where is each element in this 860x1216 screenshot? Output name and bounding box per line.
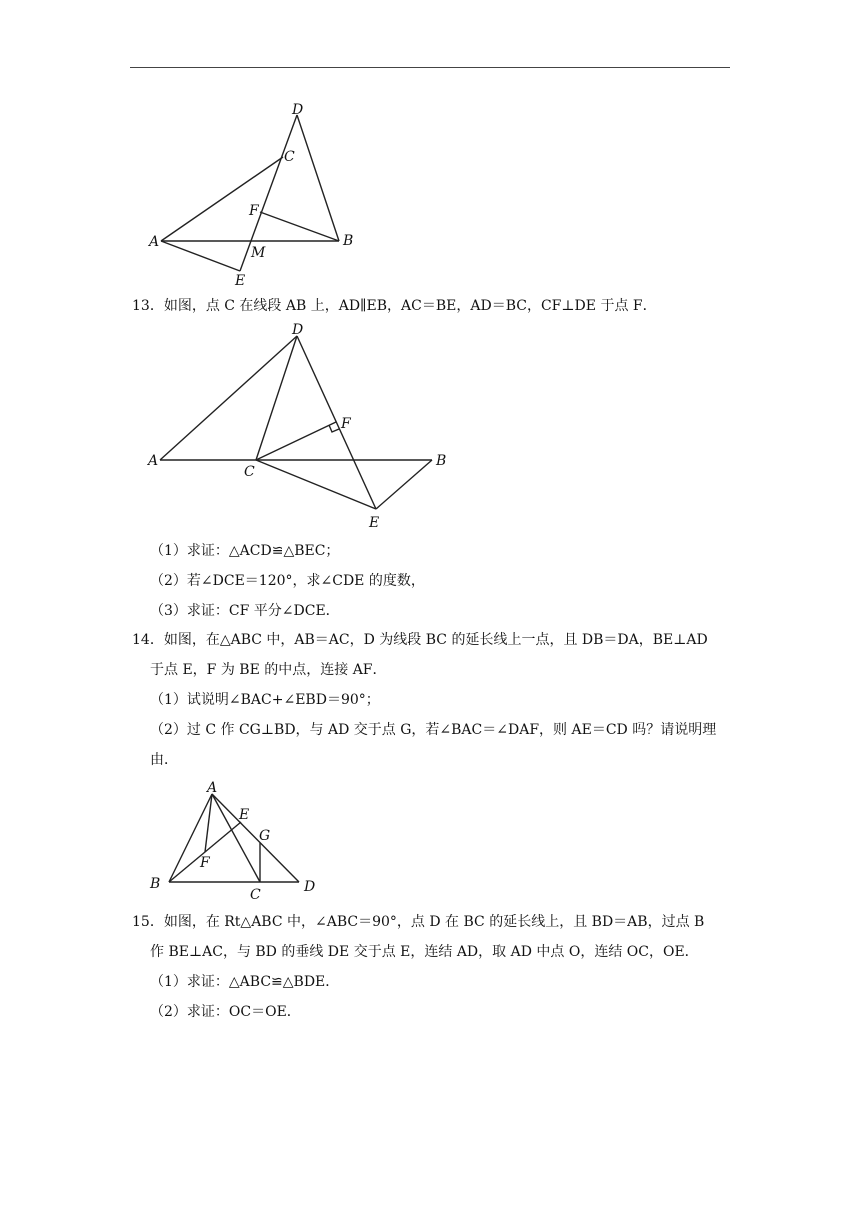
fig13-segment-BE bbox=[376, 460, 432, 509]
fig12-segment-FB bbox=[260, 212, 339, 241]
fig14-label-D: D bbox=[304, 879, 316, 895]
fig13-label-C: C bbox=[244, 464, 255, 480]
q14-sub2-line2: 由． bbox=[150, 752, 178, 768]
fig14-label-A: A bbox=[207, 780, 218, 796]
q13-sub2: （2）若∠DCE＝120°，求∠CDE 的度数， bbox=[150, 573, 425, 589]
fig14-segment-AD bbox=[212, 794, 299, 882]
fig12-segment-DB bbox=[297, 115, 339, 241]
fig13-label-F: F bbox=[341, 416, 351, 432]
fig12-label-M: M bbox=[251, 245, 266, 261]
figure-q12 bbox=[140, 95, 370, 295]
fig14-label-C: C bbox=[250, 887, 261, 903]
figure-q14 bbox=[140, 775, 340, 905]
fig12-label-A: A bbox=[149, 234, 160, 250]
q13-sub3: （3）求证：CF 平分∠DCE． bbox=[150, 603, 340, 619]
fig13-segment-DE bbox=[297, 336, 376, 509]
fig14-label-B: B bbox=[150, 876, 161, 892]
header-rule bbox=[130, 67, 730, 68]
fig14-label-E: E bbox=[239, 807, 250, 823]
fig13-segment-CE bbox=[256, 460, 376, 509]
fig12-segment-AE bbox=[161, 241, 240, 271]
fig13-label-E: E bbox=[369, 515, 380, 531]
q15-sub1: （1）求证：△ABC≌△BDE． bbox=[150, 974, 340, 990]
fig13-label-A: A bbox=[148, 453, 159, 469]
fig12-label-D: D bbox=[292, 102, 304, 118]
fig13-label-B: B bbox=[436, 453, 447, 469]
q14-stem-line2: 于点 E，F 为 BE 的中点，连接 AF． bbox=[150, 662, 387, 678]
fig12-segment-DE bbox=[240, 115, 297, 271]
fig12-label-E: E bbox=[235, 273, 246, 289]
q13-stem: 13．如图，点 C 在线段 AB 上，AD∥EB，AC＝BE，AD＝BC，CF⊥DE 于点 F． bbox=[132, 298, 657, 314]
q15-stem-line2: 作 BE⊥AC，与 BD 的垂线 DE 交于点 E，连结 AD，取 AD 中点 O，连结 OC，OE． bbox=[150, 944, 699, 960]
q14-sub2-line1: （2）过 C 作 CG⊥BD，与 AD 交于点 G，若∠BAC＝∠DAF，则 AE＝CD 吗？请说明理 bbox=[150, 722, 717, 738]
fig13-label-D: D bbox=[292, 322, 304, 338]
q14-stem-line1: 14．如图，在△ABC 中，AB＝AC，D 为线段 BC 的延长线上一点，且 DB＝DA，BE⊥AD bbox=[132, 632, 708, 648]
fig13-segment-CF bbox=[256, 422, 336, 460]
fig14-label-F: F bbox=[200, 855, 210, 871]
q14-sub1: （1）试说明∠BAC+∠EBD＝90°； bbox=[150, 692, 380, 708]
fig14-label-G: G bbox=[259, 828, 271, 844]
fig12-label-C: C bbox=[284, 149, 295, 165]
figure-q13 bbox=[140, 318, 460, 536]
q15-sub2: （2）求证：OC＝OE． bbox=[150, 1004, 301, 1020]
q15-stem-line1: 15．如图，在 Rt△ABC 中，∠ABC＝90°，点 D 在 BC 的延长线上，且 BD＝AB，过点 B bbox=[132, 914, 705, 930]
q13-sub1: （1）求证：△ACD≌△BEC； bbox=[150, 543, 340, 559]
fig12-segment-AC bbox=[161, 157, 283, 241]
fig14-segment-AC bbox=[212, 794, 260, 882]
fig12-label-F: F bbox=[249, 203, 259, 219]
fig12-label-B: B bbox=[343, 233, 354, 249]
